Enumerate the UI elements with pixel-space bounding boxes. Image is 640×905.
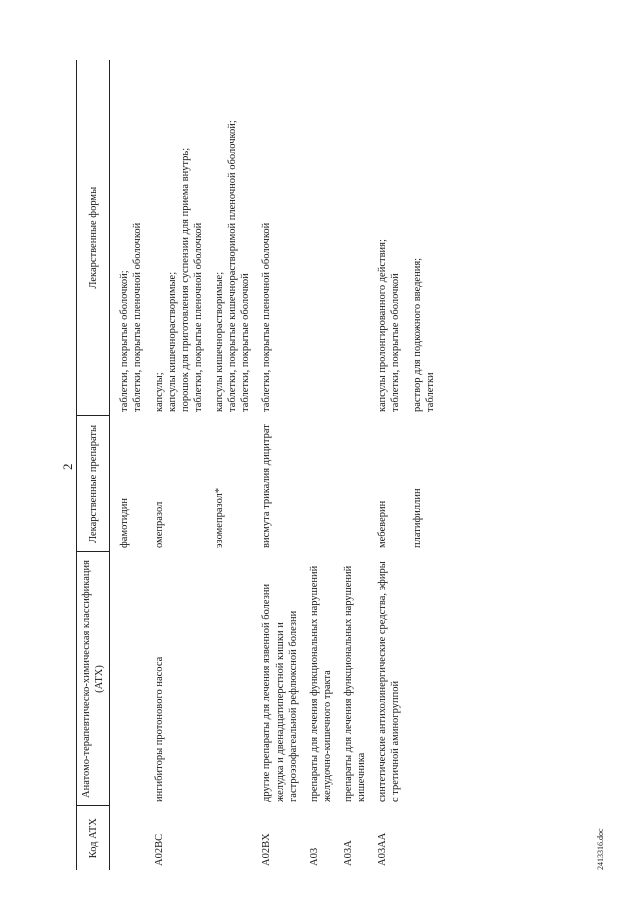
cell-classification: ингибиторы протонового насоса (153, 656, 165, 802)
cell-drug: мебеверин (377, 500, 389, 548)
table-row (260, 60, 299, 870)
header-code: Код АТХ (77, 806, 110, 870)
cell-classification (213, 552, 252, 806)
cell-classification (118, 552, 144, 806)
header-classification: Анатомо-терапевтическо-химическая классификация (АТХ) (77, 552, 110, 806)
cell-forms (308, 60, 334, 416)
cell-classification: синтетические антихолинергические средства, эфиры с третичной аминогруппой (377, 561, 402, 802)
cell-code: A02BX (261, 833, 273, 866)
footer-filename: 2413316.doc (596, 828, 605, 870)
cell-forms: таблетки, покрытые пленочной оболочкой (261, 222, 273, 412)
header-row (77, 60, 110, 870)
cell-forms: капсулы; капсулы кишечнорастворимые; порошок для приготовления суспензии для приема внутрь; таблетки, покрытые пленочной оболочкой (153, 147, 204, 412)
cell-code (118, 806, 144, 870)
header-drugs: Лекарственные препараты (77, 416, 110, 552)
cell-code (411, 806, 437, 870)
rotated-content (60, 60, 620, 870)
table-row (308, 60, 334, 870)
cell-code: A03A (343, 840, 354, 866)
cell-drug: фамотидин (119, 497, 131, 548)
cell-forms: раствор для подкожного введения; таблетки (411, 257, 436, 412)
table-row (376, 60, 402, 870)
cell-code (213, 806, 252, 870)
table-row (342, 60, 368, 870)
table-row (118, 60, 144, 870)
cell-code: A03 (308, 847, 320, 866)
cell-classification: препараты для лечения функциональных нарушений кишечника (343, 565, 368, 802)
cell-forms: капсулы пролонгированного действия; таблетки, покрытые оболочкой (377, 239, 402, 412)
cell-forms (342, 60, 368, 416)
header-forms: Лекарственные формы (77, 60, 110, 416)
cell-drug: платифиллин (411, 488, 423, 548)
cell-drug (308, 416, 334, 552)
page-number: 2 (60, 463, 75, 470)
cell-classification: другие препараты для лечения язвенной болезни желудка и двенадцатиперстной кишки и гастроэзофагеальной рефлюксной болезни (261, 583, 299, 802)
cell-forms: капсулы кишечнорастворимые; таблетки, покрытые кишечнорастворимой пленочной оболочкой; таблетки, покрытые оболочкой (214, 120, 252, 412)
atc-table (76, 60, 437, 870)
cell-code: A03AA (377, 832, 389, 866)
table-row (213, 60, 252, 870)
table-row (153, 60, 206, 870)
cell-drug: эзомепразол* (214, 487, 225, 548)
cell-code: A02BC (153, 833, 165, 866)
cell-drug: висмута трикалия дицитрат (261, 424, 273, 548)
cell-drug (342, 416, 368, 552)
cell-forms: таблетки, покрытые оболочкой; таблетки, покрытые пленочной оболочкой (119, 222, 144, 412)
cell-classification (411, 552, 437, 806)
cell-drug: омепразол (153, 501, 165, 548)
cell-classification: препараты для лечения функциональных нарушений желудочно-кишечного тракта (308, 565, 333, 802)
table-row (411, 60, 437, 870)
